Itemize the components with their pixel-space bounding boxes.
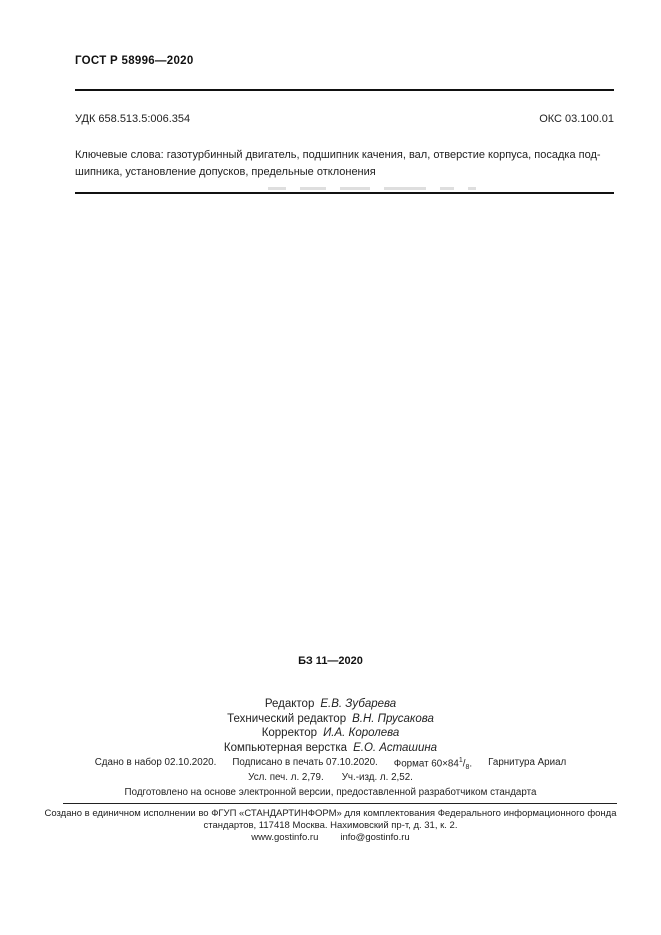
staff-name: В.Н. Прусакова [352,712,434,725]
footer-rule [63,803,617,804]
staff-row-proofreader [0,726,661,741]
udk-code: УДК 658.513.5:006.354 [75,113,191,125]
footer-address-line: стандартов, 117418 Москва. Нахимовский пр-т, д. 31, к. 2. [203,820,458,831]
keywords-line-2: шипника, установление допусков, предельные отклонения [75,166,376,178]
scan-artifact-mark [268,187,286,190]
scan-artifact-mark [384,187,426,190]
staff-row-editor [0,697,661,712]
imprint-format: Формат $60\times 84^1/_8$. [393,757,473,772]
scan-artifact-mark [468,187,476,190]
format-denominator: 8 [465,764,470,772]
header-rule [75,89,614,91]
footer-contacts [0,832,661,843]
footer-website: www.gostinfo.ru [251,832,319,843]
oks-code: ОКС 03.100.01 [539,113,614,125]
staff-role: Технический редактор [227,712,347,725]
keywords-rule [75,192,614,194]
imprint-publisher-sheets: Уч.-изд. л. 2,52. [341,772,413,783]
staff-role: Компьютерная верстка [223,741,348,754]
imprint-note: Подготовлено на основе электронной версии, предоставленной разработчиком стандарта [124,787,537,798]
staff-role: Корректор [261,727,318,739]
bz-code: БЗ 11—2020 [298,655,363,667]
keywords-line-1: Ключевые слова: газотурбинный двигатель, подшипник качения, вал, отверстие корпуса, посадка под- [75,149,601,161]
staff-name: Е.О. Асташина [353,741,438,754]
scan-artifact-mark [440,187,454,190]
scan-artifact [268,187,608,191]
staff-name: И.А. Королева [323,727,400,739]
format-period: . [469,758,473,770]
imprint-line-2 [0,772,661,783]
classification-row [75,113,614,125]
format-numerator: 1 [458,757,463,764]
staff-block [0,697,661,755]
footer-email: info@gostinfo.ru [340,832,410,843]
footer-publisher-line: Создано в единичном исполнении во ФГУП «СТАНДАРТИНФОРМ» для комплектования Федерального информационного фонда [44,808,617,819]
imprint-printed-sheets: Усл. печ. л. 2,79. [248,772,324,783]
staff-role: Редактор [264,698,315,710]
staff-row-layout [0,741,661,756]
imprint-print-date: Подписано в печать 07.10.2020. [232,757,378,768]
imprint-line-1 [0,757,661,771]
keywords-paragraph [75,147,615,181]
staff-name: Е.В. Зубарева [320,698,397,710]
imprint-set-date: Сдано в набор 02.10.2020. [94,757,217,768]
doc-number: ГОСТ Р 58996—2020 [75,55,194,67]
imprint-typeface: Гарнитура Ариал [488,757,567,768]
staff-row-technical-editor [0,712,661,727]
format-slash: / [462,758,466,770]
scan-artifact-mark [340,187,370,190]
scan-artifact-mark [300,187,326,190]
